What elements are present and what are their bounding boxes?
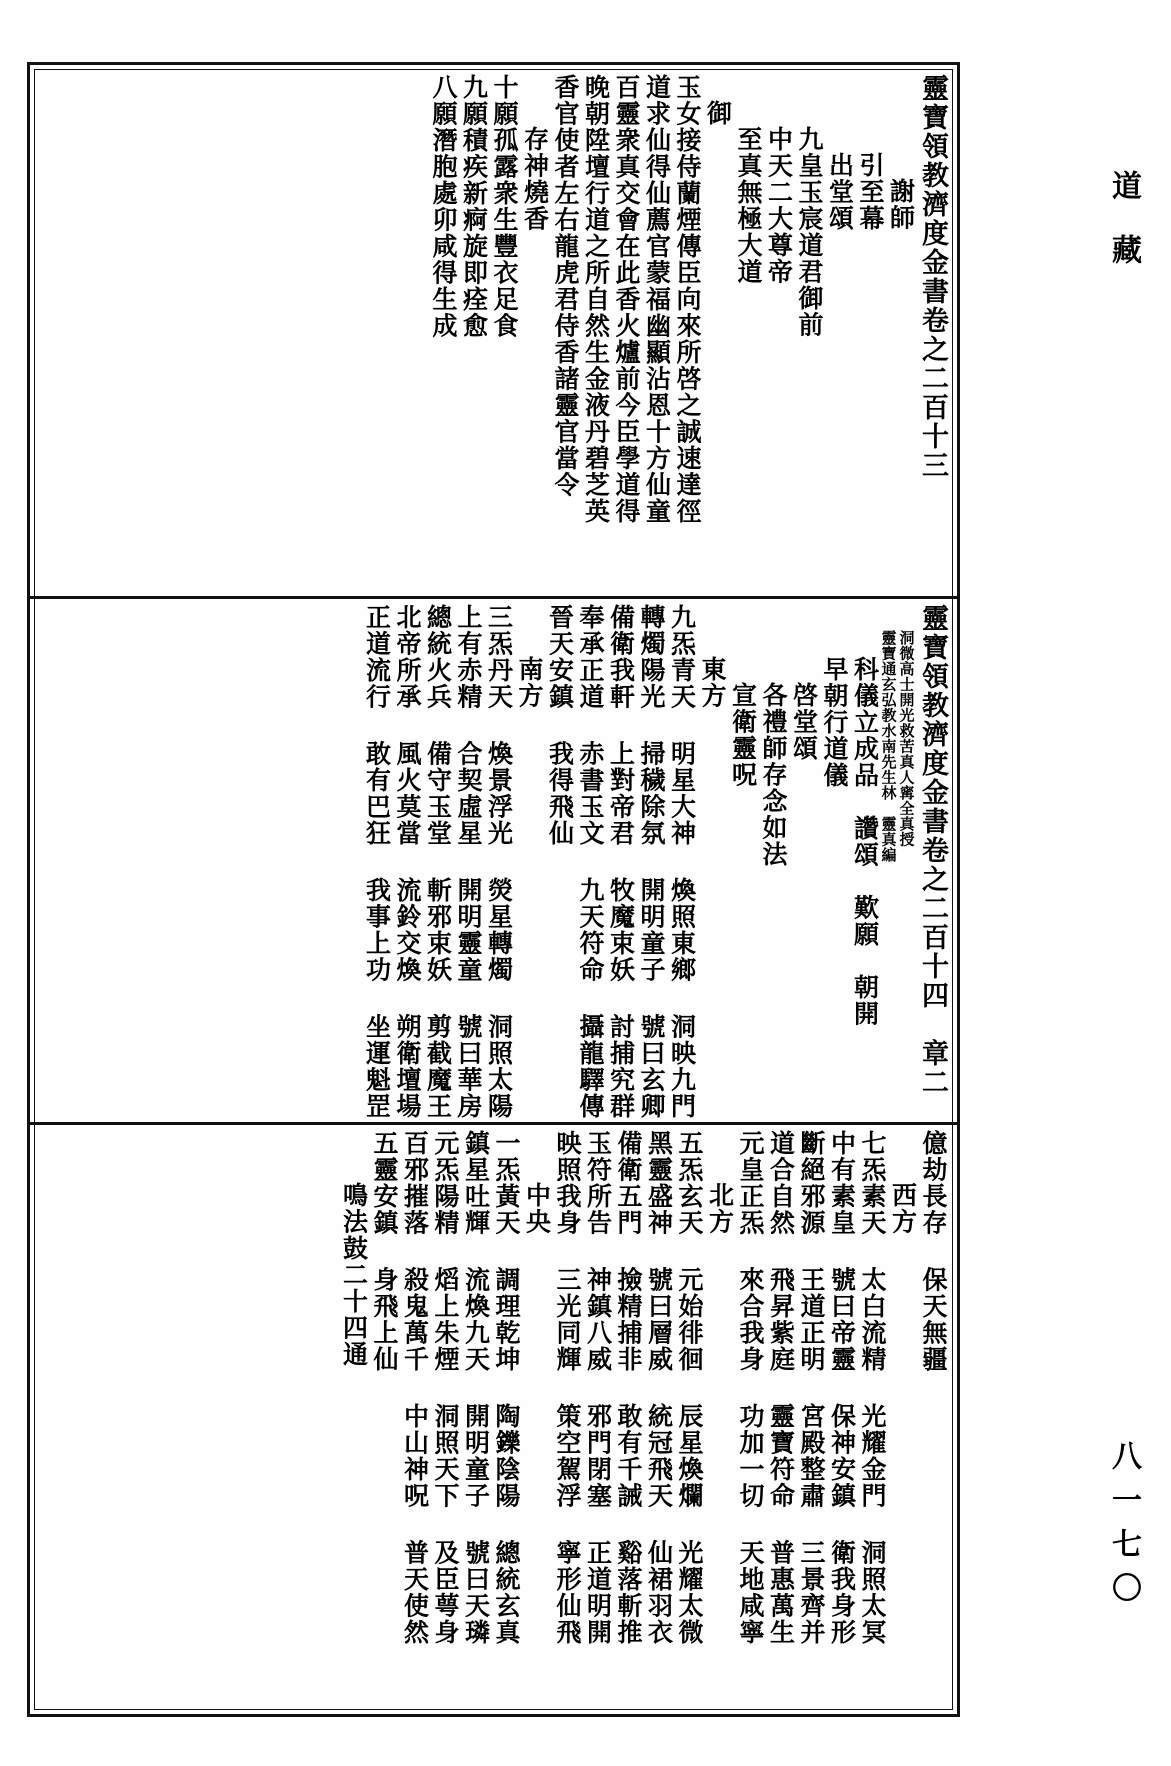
text-column: 十願孤露衆生豐衣足食 (489, 74, 519, 339)
text-column-annotation: 洞微高士開光救苦真人寗全真授 (897, 630, 916, 847)
text-column: 億劫長存 保天無疆 (919, 1130, 948, 1373)
register-top (40, 74, 946, 586)
text-column: 存神燒香 (520, 126, 550, 232)
text-column: 御 (703, 100, 733, 127)
text-column: 東方 (697, 656, 727, 709)
text-column: 鎮星吐輝 流煥九天 開明童子 號曰天璘 (461, 1130, 491, 1646)
text-column: 九炁青天 明星大神 煥照東鄉 洞映九門 (667, 604, 697, 1120)
text-column: 百邪摧落 殺鬼萬千 中山神呪 普天使然 (400, 1130, 430, 1646)
text-column: 上有赤精 合契虛星 開明靈童 號曰華房 (453, 604, 483, 1120)
text-column: 玉女接侍蘭煙傳臣向來所啓之誠速達徑 (672, 74, 702, 525)
text-column: 南方 (514, 656, 544, 709)
text-column: 香官使者左右龍虎君侍香諸靈官當令 (550, 74, 580, 498)
text-column: 至真無極大道 (733, 126, 763, 285)
text-column: 九皇玉宸道君御前 (794, 126, 824, 338)
text-column: 五靈安鎮 身飛上仙 (370, 1130, 399, 1373)
text-column: 斷絕邪源 王道正明 宮殿整肅 三景齊并 (797, 1130, 826, 1646)
text-column: 正道流行 敢有巴狂 我事上功 坐運魁罡 (362, 604, 392, 1120)
text-column: 出堂頌 (825, 152, 855, 232)
text-column: 道合自然 飛昇紫庭 靈寶符命 普惠萬生 (766, 1130, 796, 1646)
text-column: 黑靈盛神 號曰層威 統冠飛天 仙裙羽衣 (644, 1130, 674, 1646)
text-column: 百靈衆真交會在此香火爐前今臣學道得 (611, 74, 641, 525)
text-column: 奉承正道 赤書玉文 九天符命 攝龍驛傳 (575, 604, 605, 1120)
text-column: 北帝所承 風火莫當 流鈴交煥 朔衛壇場 (392, 604, 422, 1120)
text-column: 三炁丹天 煥景浮光 熒星轉燭 洞照太陽 (484, 604, 514, 1120)
text-column: 謝師 (886, 178, 916, 231)
register-divider-1 (27, 596, 960, 599)
text-column: 總統火兵 備守玉堂 斬邪束妖 剪截魔王 (423, 604, 453, 1120)
text-column: 八願潛胞處卯咸得生成 (428, 74, 458, 339)
text-column: 科儀立成品 讚頌 歎願 朝開 (850, 656, 880, 1027)
text-column: 中央 (522, 1182, 552, 1235)
text-column: 備衛我軒 上對帝君 牧魔束妖 討捕究群 (606, 604, 636, 1120)
text-column: 宣衛靈呪 (728, 682, 758, 788)
text-column: 靈寶領教濟度金書卷之二百十四 章二 (917, 604, 948, 1097)
text-column: 映照我身 三光同輝 策空駕浮 寧形仙飛 (553, 1130, 582, 1646)
register-bottom (40, 1130, 946, 1708)
text-column: 晚朝陞壇行道之所自然生金液丹碧芝英 (581, 74, 611, 525)
text-column: 早朝行道儀 (819, 656, 849, 789)
text-column: 九願積疾新痾旋即痊愈 (459, 74, 489, 339)
page-number: 八一七〇 (1106, 1440, 1141, 1616)
text-column: 各禮師存念如法 (758, 682, 788, 868)
register-divider-2 (27, 1122, 960, 1125)
text-column: 轉燭陽光 掃穢除氛 開明童子 號曰玄卿 (636, 604, 666, 1120)
text-column: 晉天安鎮 我得飛仙 (545, 604, 575, 847)
text-column: 啓堂頌 (789, 682, 819, 762)
collection-label: 道藏 (1106, 170, 1141, 298)
text-column-annotation: 靈寶通玄弘教水南先生林 靈真編 (879, 630, 898, 863)
text-column: 引至幕 (855, 152, 885, 232)
text-column: 一炁黃天 調理乾坤 陶鑠陰陽 總統玄真 (492, 1130, 521, 1646)
text-column: 西方 (888, 1182, 918, 1235)
text-column: 靈寶領教濟度金書卷之二百十三 (917, 74, 948, 480)
text-column: 元炁陽精 熖上朱煙 洞照天下 及臣萼身 (431, 1130, 460, 1646)
text-column: 元皇正炁 來合我身 功加一切 天地咸寧 (736, 1130, 765, 1646)
text-column: 中天二大尊帝 (764, 126, 794, 285)
register-middle (40, 604, 948, 1120)
text-column: 北方 (705, 1182, 735, 1235)
text-column: 道求仙得仙薦官蒙福幽顯沾恩十方仙童 (642, 74, 672, 525)
text-column: 五炁玄天 元始徘徊 辰星煥爛 光耀太微 (675, 1130, 704, 1646)
text-column: 玉符所告 神鎮八威 邪門閉塞 正道明開 (583, 1130, 613, 1646)
text-column: 中有素皇 號曰帝靈 保神安鎮 衛我身形 (827, 1130, 857, 1646)
text-column: 七炁素天 太白流精 光耀金門 洞照太冥 (858, 1130, 887, 1646)
text-column: 備衛五門 撿精捕非 敢有千誡 谿落斬推 (614, 1130, 643, 1646)
text-column: 鳴法鼓二十四通 (339, 1182, 369, 1368)
